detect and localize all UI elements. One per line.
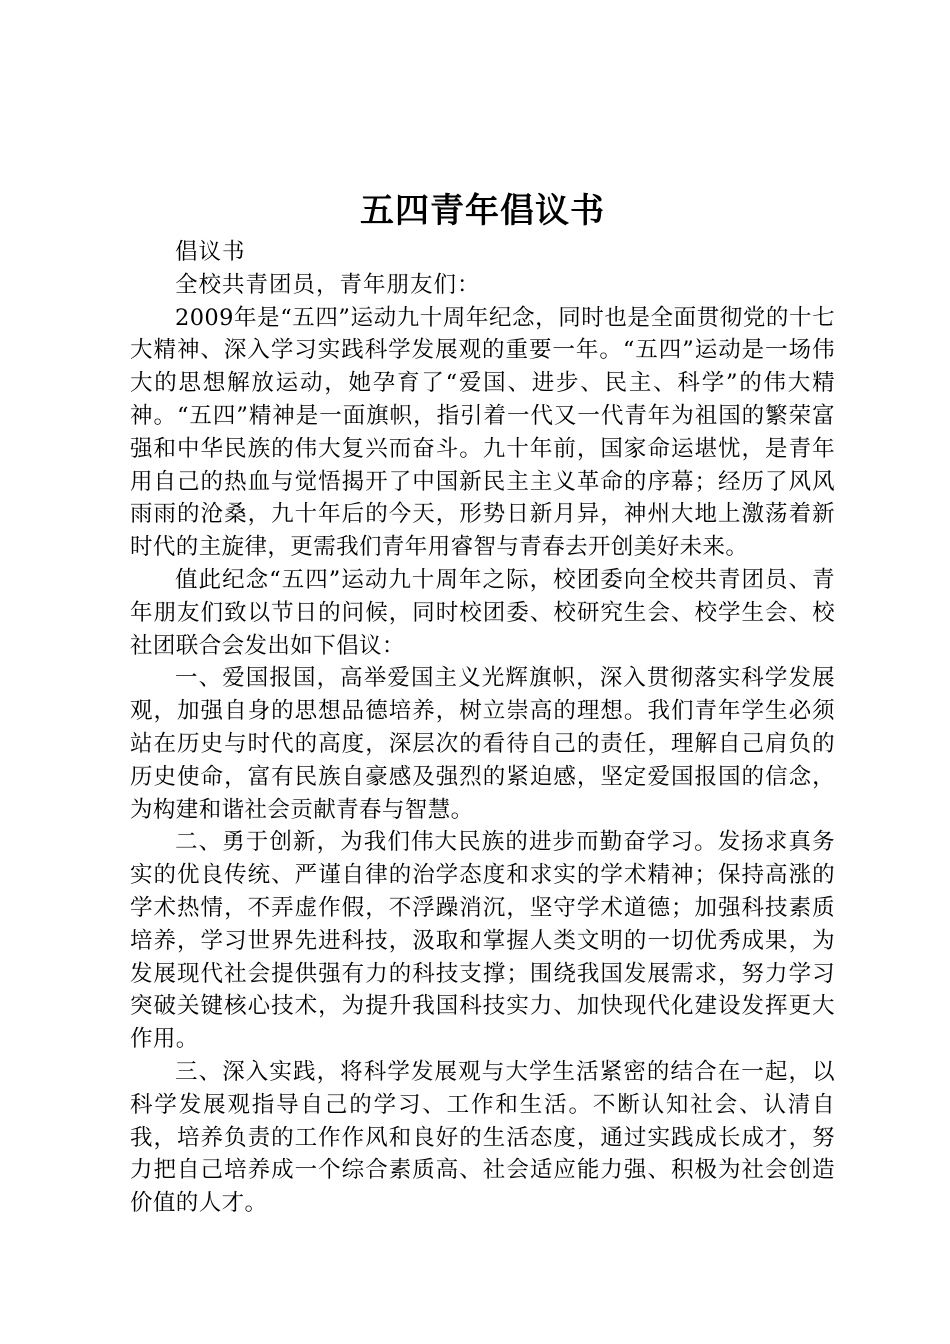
document-page: [130, 0, 835, 1220]
paragraph-proposal-2: 二、勇于创新，为我们伟大民族的进步而勤奋学习。发扬求真务实的优良传统、严谨自律的治学态度和求实的学术精神；保持高涨的学术热情，不弄虚作假，不浮躁消沉，坚守学术道德；加强科技素质培养，学习世界先进科技，汲取和掌握人类文明的一切优秀成果，为发展现代社会提供强有力的科技支撑；围绕我国发展需求，努力学习突破关键核心技术，为提升我国科技实力、加快现代化建设发挥更大作用。: [130, 829, 835, 1053]
document-body: [130, 236, 835, 1220]
paragraph-occasion: 值此纪念“五四”运动九十周年之际，校团委向全校共青团员、青年朋友们致以节日的问候，同时校团委、校研究生会、校学生会、校社团联合会发出如下倡议：: [130, 566, 835, 659]
paragraph-proposal-1: 一、爱国报国，高举爱国主义光辉旗帜，深入贯彻落实科学发展观，加强自身的思想品德培养，树立崇高的理想。我们青年学生必须站在历史与时代的高度，深层次的看待自己的责任，理解自己肩负的历史使命，富有民族自豪感及强烈的紧迫感，坚定爱国报国的信念，为构建和谐社会贡献青春与智慧。: [130, 665, 835, 823]
document-title: 五四青年倡议书: [360, 191, 605, 231]
paragraph-heading: 倡议书: [175, 239, 246, 265]
paragraph-intro: 2009年是“五四”运动九十周年纪念，同时也是全面贯彻党的十七大精神、深入学习实践科学发展观的重要一年。“五四”运动是一场伟大的思想解放运动，她孕育了“爱国、进步、民主、科学”的伟大精神。“五四”精神是一面旗帜，指引着一代又一代青年为祖国的繁荣富强和中华民族的伟大复兴而奋斗。九十年前，国家命运堪忧，是青年用自己的热血与觉悟揭开了中国新民主主义革命的序幕；经历了风风雨雨的沧桑，九十年后的今天，形势日新月异，神州大地上激荡着新时代的主旋律，更需我们青年用睿智与青春去开创美好未来。: [130, 304, 835, 561]
paragraph-proposal-3: 三、深入实践，将科学发展观与大学生活紧密的结合在一起，以科学发展观指导自己的学习、工作和生活。不断认知社会、认清自我，培养负责的工作作风和良好的生活态度，通过实践成长成才，努力把自己培养成一个综合素质高、社会适应能力强、积极为社会创造价值的人才。: [130, 1058, 835, 1217]
paragraph-salutation: 全校共青团员，青年朋友们：: [175, 271, 481, 298]
